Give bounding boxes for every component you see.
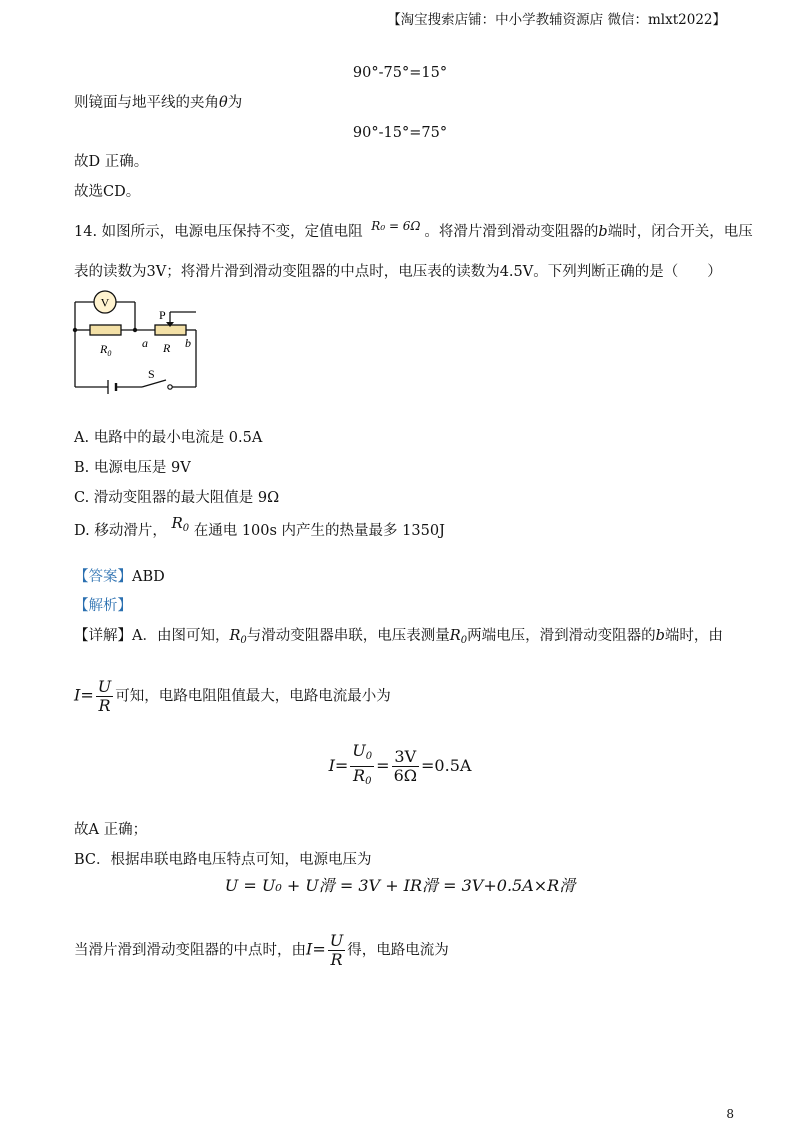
detail-line2-tail: 可知，电路电阻阻值最大，电路电流最小为 — [115, 688, 391, 705]
analysis-label: 【解析】 — [74, 598, 132, 614]
detail-r0a: $R_0$ — [229, 628, 247, 646]
mid-equals: = — [312, 939, 326, 959]
detail-text-c: 两端电压，滑到滑动变阻器的 — [467, 628, 656, 644]
page-number: 8 — [726, 1107, 734, 1121]
question-text-c: 端时，闭合开关，电压 — [607, 224, 753, 240]
b-variable: b — [598, 224, 608, 240]
rheostat-label: R — [163, 341, 171, 355]
detail-text-b: 与滑动变阻器串联，电压表测量 — [246, 628, 450, 644]
d-correct-line: 故D 正确。 — [74, 154, 149, 170]
detail-text-a: 【详解】A．由图可知， — [74, 628, 230, 644]
option-b[interactable]: B. 电源电压是 9V — [74, 460, 191, 476]
voltmeter-label: V — [100, 295, 110, 310]
eq-equals-2: = — [376, 756, 390, 775]
mid-fraction: $\frac{U}{R}$ — [329, 931, 344, 969]
equation-90-75: 90°-75°=15° — [352, 65, 448, 81]
ohm-equals: = — [80, 685, 94, 705]
question-14-line1 — [74, 219, 753, 242]
option-a[interactable]: A. 电路中的最小电流是 0.5A — [74, 430, 263, 446]
circuit-diagram — [70, 290, 210, 396]
eq-I: I — [328, 756, 335, 775]
junction-dot-left — [73, 328, 77, 332]
choose-cd-line: 故选CD。 — [74, 184, 141, 200]
eq-equals-1: = — [334, 756, 349, 775]
detail-line1 — [74, 626, 723, 651]
option-c[interactable]: C. 滑动变阻器的最大阻值是 9Ω — [74, 490, 280, 506]
header-shop-text: 【淘宝搜索店铺：中小学教辅资源店 微信：mlxt2022】 — [387, 12, 726, 28]
r0-label: $R_0$ — [100, 342, 112, 358]
detail-b-var: b — [655, 628, 665, 644]
midpoint-suffix: 得，电路电流为 — [347, 942, 449, 959]
answer-label: 【答案】 — [74, 569, 132, 585]
mirror-intro-text: 则镜面与地平线的夹角 — [74, 95, 219, 111]
a-label: a — [142, 336, 148, 350]
detail-r0b: $R_0$ — [449, 628, 468, 646]
midpoint-line — [74, 932, 449, 969]
series-voltage-equation: U = U₀ + U滑 = 3V + IR滑 = 3V+0.5A×R滑 — [224, 876, 576, 895]
option-d[interactable] — [74, 514, 445, 546]
option-d-r0: $R_0$ — [171, 514, 190, 534]
mirror-angle-line — [74, 93, 242, 113]
switch-label: S — [148, 367, 155, 381]
detail-text-d: 端时，由 — [664, 628, 723, 644]
option-d-prefix: D. 移动滑片， — [74, 523, 167, 539]
ohm-fraction: $\frac{U}{R}$ — [97, 677, 112, 715]
question-text-a: 14. 如图所示，电源电压保持不变，定值电阻 — [74, 224, 363, 240]
theta-symbol: θ — [219, 95, 228, 111]
midpoint-prefix: 当滑片滑到滑动变阻器的中点时，由 — [74, 942, 306, 959]
rheostat-resistor — [155, 325, 186, 335]
question-14-line2: 表的读数为3V；将滑片滑到滑动变阻器的中点时，电压表的读数为4.5V。下列判断正确的是（ ） — [74, 264, 722, 280]
current-equation — [0, 742, 800, 791]
question-text-b: 。将滑片滑到滑动变阻器的 — [424, 224, 599, 240]
equation-90-15: 90°-15°=75° — [352, 125, 448, 141]
switch-contact — [168, 385, 172, 389]
b-label: b — [185, 336, 191, 350]
r0-value: R₀ = 6Ω — [371, 219, 421, 233]
r0-resistor — [90, 325, 121, 335]
answer-value: ABD — [132, 569, 165, 585]
option-d-suffix: 在通电 100s 内产生的热量最多 1350J — [193, 523, 445, 539]
ohm-I: I — [74, 685, 81, 705]
eq-result: =0.5A — [421, 756, 472, 775]
bc-line: BC．根据串联电路电压特点可知，电源电压为 — [74, 852, 372, 868]
answer-line — [74, 567, 165, 587]
eq-fraction-values: $\frac{3V}{6\Omega}$ — [393, 747, 418, 785]
mid-I: I — [306, 939, 313, 959]
slider-label: P — [159, 308, 166, 322]
eq-fraction-u0-r0: $\frac{U_0}{R_0}$ — [352, 741, 373, 787]
junction-dot-right — [133, 328, 137, 332]
mirror-tail-text: 为 — [227, 95, 243, 111]
a-correct-line: 故A 正确； — [74, 822, 148, 838]
detail-line2 — [74, 678, 391, 715]
